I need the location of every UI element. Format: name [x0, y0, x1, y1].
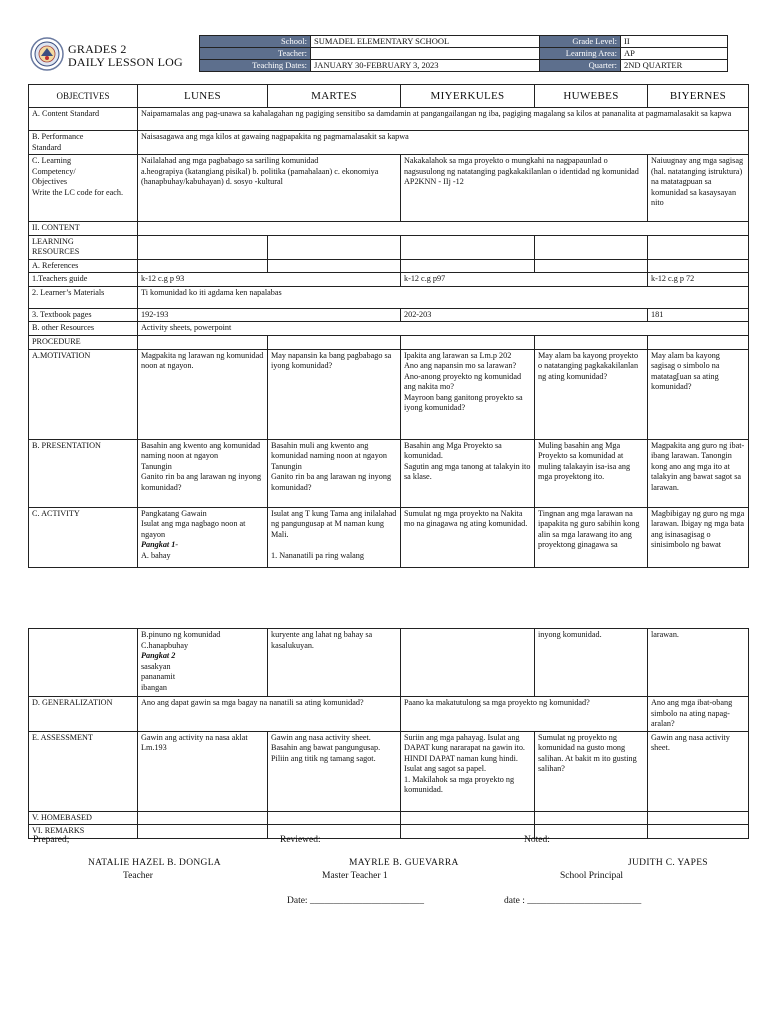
learners-materials-row: [29, 286, 749, 308]
teachers-guide-mon: k-12 c.g p 93: [138, 273, 401, 287]
row-label: A. References: [29, 259, 138, 273]
assessment-tue: Gawin ang nasa activity sheet. Basahin ang bawat pangungusap. Piliin ang titik ng tamang sagot.: [268, 731, 401, 811]
row-label: D. GENERALIZATION: [29, 697, 138, 732]
row-label: 1.Teachers guide: [29, 273, 138, 287]
teacher-name: NATALIE HAZEL B. DONGLA: [88, 858, 221, 868]
teachers-guide-fri: k-12 c.g p 72: [648, 273, 749, 287]
teacher-value: [311, 48, 540, 60]
objectives-header: OBJECTIVES: [29, 85, 138, 108]
presentation-thu: Muling basahin ang Mga Proyekto sa komunidad at muling talakayin isa-isa ang mga proyektong ito.: [535, 439, 648, 507]
lesson-log-table-continued: [28, 628, 749, 839]
activity-tue-continued: kuryente ang lahat ng bahay sa kasalukuyan.: [268, 629, 401, 697]
school-info-table: [199, 35, 728, 72]
assessment-mon: Gawin ang activity na nasa aklat Lm.193: [138, 731, 268, 811]
day-tuesday: MARTES: [268, 85, 401, 108]
competency-row: [29, 155, 749, 222]
school-label: School:: [200, 36, 311, 48]
row-label: 3. Textbook pages: [29, 308, 138, 322]
row-label: LEARNING RESOURCES: [29, 235, 138, 259]
grade-level-label: Grade Level:: [540, 36, 621, 48]
day-friday: BIYERNES: [648, 85, 749, 108]
date-line-noted: date : ________________________: [504, 896, 642, 906]
generalization-row: [29, 697, 749, 732]
performance-standard-row: [29, 131, 749, 155]
master-teacher-name: MAYRLE B. GUEVARRA: [349, 858, 459, 868]
teachers-guide-row: [29, 273, 749, 287]
procedure-row: [29, 335, 749, 349]
activity-fri-continued: larawan.: [648, 629, 749, 697]
teachers-guide-wed: k-12 c.g p97: [401, 273, 648, 287]
date-line-reviewed: Date: ________________________: [287, 896, 424, 906]
generalization-fri: Ano ang mga ibat-obang simbolo na ating napag-aralan?: [648, 697, 749, 732]
homebased-row: [29, 811, 749, 825]
principal-name: JUDITH C. YAPES: [628, 858, 708, 868]
presentation-row: [29, 439, 749, 507]
learning-resources-row: [29, 235, 749, 259]
other-resources-text: Activity sheets, powerpoint: [138, 322, 749, 336]
competency-mon-tue: Nailalahad ang mga pagbabago sa sariling komunidad a.heograpiya (katangiang pisikal) b. politika (pamahalaan) c. ekonomiya (hanapbuhay/kabuhayan) d. sosyo -kultural: [138, 155, 401, 222]
row-label: B. other Resources: [29, 322, 138, 336]
row-label: C. Learning Competency/ Objectives Write the LC code for each.: [29, 155, 138, 222]
activity-mon-continued: [138, 629, 268, 697]
days-header-row: [29, 85, 749, 108]
remarks-row: [29, 825, 749, 839]
row-label: PROCEDURE: [29, 335, 138, 349]
motivation-thu: May alam ba kayong proyekto o natatanging pagkakakilanlan ng ating komunidad?: [535, 349, 648, 439]
textbook-wed: 202-203: [401, 308, 648, 322]
row-label: V. HOMEBASED: [29, 811, 138, 825]
info-row: [200, 36, 728, 48]
master-teacher-role: Master Teacher 1: [322, 871, 388, 881]
assessment-fri: Gawin ang nasa activity sheet.: [648, 731, 749, 811]
performance-standard-text: Naisasagawa ang mga kilos at gawaing nagpapakita ng pagmamalasakit sa kapwa: [138, 131, 749, 155]
competency-fri: Naiuugnay ang mga sagisag (hal. natatanging istruktura) na matatagpuan sa komunidad sa kasaysayan nito: [648, 155, 749, 222]
deped-seal-logo: [30, 37, 64, 71]
lesson-log-table: [28, 84, 749, 568]
presentation-wed: Basahin ang Mga Proyekto sa komunidad. Sagutin ang mga tanong at talakyin ito sa klase.: [401, 439, 535, 507]
textbook-fri: 181: [648, 308, 749, 322]
school-value: SUMADEL ELEMENTARY SCHOOL: [311, 36, 540, 48]
references-row: [29, 259, 749, 273]
assessment-wed: Suriin ang mga pahayag. Isulat ang DAPAT kung nararapat na gawin ito. HINDI DAPAT naman kung hindi. Isulat ang sagot sa papel. 1. Makilahok sa mga proyekto ng komunidad.: [401, 731, 535, 811]
activity-thu: Tingnan ang mga larawan na ipapakita ng guro sabihin kong alin sa mga larawang ito ang proyektong ginagawa sa: [535, 507, 648, 567]
activity-mon-item: A. bahay: [141, 550, 171, 560]
row-label: VI. REMARKS: [29, 825, 138, 839]
row-label: 2. Learner’s Materials: [29, 286, 138, 308]
activity-thu-continued: inyong komunidad.: [535, 629, 648, 697]
day-thursday: HUWEBES: [535, 85, 648, 108]
content-standard-text: Naipamamalas ang pag-unawa sa kahalagahan ng pagiging sensitibo sa damdamin at pangangailangan ng iba, pagiging magalang sa kilos at pananalita at pagmamalasakit sa kapwa: [138, 108, 749, 131]
document-title-grade: GRADES 2: [68, 42, 127, 56]
presentation-tue: Basahin muli ang kwento ang komunidad naming noon at ngayon Tanungin Ganito rin ba ang larawan ng inyong komunidad?: [268, 439, 401, 507]
day-monday: LUNES: [138, 85, 268, 108]
row-label: E. ASSESSMENT: [29, 731, 138, 811]
activity-row: [29, 507, 749, 567]
learning-area-label: Learning Area:: [540, 48, 621, 60]
learning-area-value: AP: [621, 48, 728, 60]
row-label: II. CONTENT: [29, 222, 138, 236]
group-1-label: Pangkat 1-: [141, 540, 179, 549]
activity-mon: [138, 507, 268, 567]
reviewed-label: Reviewed:: [280, 835, 321, 845]
principal-role: School Principal: [560, 871, 624, 881]
learners-materials-text: Ti komunidad ko iti agdama ken napalabas: [138, 286, 749, 308]
row-label: A.MOTIVATION: [29, 349, 138, 439]
teacher-role: Teacher: [123, 871, 153, 881]
group-2-label: Pangkat 2: [141, 651, 176, 660]
motivation-fri: May alam ba kayong sagisag o simbolo na matatag[uan sa ating komunidad?: [648, 349, 749, 439]
teaching-dates-value: JANUARY 30-FEBRUARY 3, 2023: [311, 60, 540, 72]
activity-mon-items: B.pinuno ng komunidad C.hanapbuhay: [141, 630, 221, 650]
content-standard-row: [29, 108, 749, 131]
textbook-row: [29, 308, 749, 322]
assessment-row: [29, 731, 749, 811]
motivation-mon: Magpakita ng larawan ng komunidad noon at ngayon.: [138, 349, 268, 439]
row-label: C. ACTIVITY: [29, 507, 138, 567]
activity-mon-intro: Pangkatang Gawain Isulat ang mga nagbago noon at ngayon: [141, 508, 246, 539]
teacher-label: Teacher:: [200, 48, 311, 60]
other-resources-row: [29, 322, 749, 336]
activity-wed: Sumulat ng mga proyekto na Nakita mo na ginagawa ng ating komunidad.: [401, 507, 535, 567]
generalization-wed-thu: Paano ka makatutulong sa mga proyekto ng komunidad?: [401, 697, 648, 732]
textbook-mon: 192-193: [138, 308, 401, 322]
info-row: [200, 60, 728, 72]
day-wednesday: MIYERKULES: [401, 85, 535, 108]
activity-tue: Isulat ang T kung Tama ang inilalahad ng pangungusap at M naman kung Mali. 1. Nananatili pa ring walang: [268, 507, 401, 567]
quarter-value: 2ND QUARTER: [621, 60, 728, 72]
quarter-label: Quarter:: [540, 60, 621, 72]
teaching-dates-label: Teaching Dates:: [200, 60, 311, 72]
row-label: B. Performance Standard: [29, 131, 138, 155]
motivation-wed: Ipakita ang larawan sa Lm.p 202 Ano ang napansin mo sa larawan? Ano-anong proyekto ng komunidad ang nakita mo? Mayroon bang ganitong proyekto sa iyong komunidad?: [401, 349, 535, 439]
activity-fri: Magbibigay ng guro ng mga larawan. Ibigay ng mga bata ang isinasagisag o sinisimbolo ng bawat: [648, 507, 749, 567]
row-label: B. PRESENTATION: [29, 439, 138, 507]
competency-wed-thu: Nakakalahok sa mga proyekto o mungkahi na nagpapaunlad o nagsusulong ng natatanging pagkakakilanlan o identidad ng komunidad AP2KNN - IIj -12: [401, 155, 648, 222]
presentation-mon: Basahin ang kwento ang komunidad naming noon at ngayon Tanungin Ganito rin ba ang larawan ng inyong komunidad?: [138, 439, 268, 507]
presentation-fri: Magpakita ang guro ng ibat-ibang larawan. Tanongin kong ano ang mga ito at talakyin ang bawat sagot sa larawan.: [648, 439, 749, 507]
grade-level-value: II: [621, 36, 728, 48]
row-label: A. Content Standard: [29, 108, 138, 131]
prepared-label: Prepared;: [33, 835, 70, 845]
assessment-thu: Sumulat ng proyekto ng komunidad na gusto mong salihan. At bakit m ito gusting salihan?: [535, 731, 648, 811]
content-row: [29, 222, 749, 236]
generalization-mon-tue: Ano ang dapat gawin sa mga bagay na nanatili sa ating komunidad?: [138, 697, 401, 732]
motivation-tue: May napansin ka bang pagbabago sa iyong komunidad?: [268, 349, 401, 439]
activity-mon-items-2: sasakyan pananamit ibangan: [141, 661, 176, 692]
document-title: DAILY LESSON LOG: [68, 55, 183, 69]
activity-continued-row: [29, 629, 749, 697]
noted-label: Noted:: [524, 835, 550, 845]
info-row: [200, 48, 728, 60]
motivation-row: [29, 349, 749, 439]
